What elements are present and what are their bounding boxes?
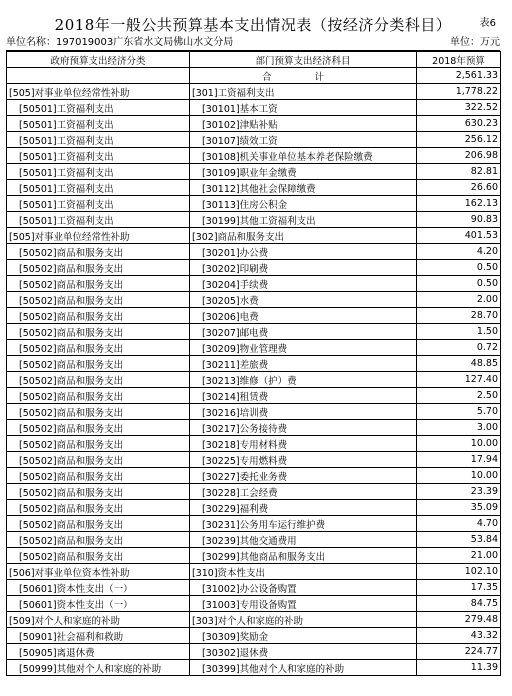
gov-class-cell: [50502]商品和服务支出 [7, 436, 190, 452]
amount-cell: 0.50 [417, 276, 501, 292]
dept-subject-cell: [30302]退休费 [190, 644, 417, 660]
header-budget-2018: 2018年预算 [417, 52, 501, 68]
dept-subject-cell: [30113]住房公积金 [190, 196, 417, 212]
amount-cell: 28.70 [417, 308, 501, 324]
dept-subject-cell: [30101]基本工资 [190, 100, 417, 116]
dept-subject-cell: [30206]电费 [190, 308, 417, 324]
gov-class-cell: [50501]工资福利支出 [7, 196, 190, 212]
dept-subject-cell: [301]工资福利支出 [190, 84, 417, 100]
table-row [7, 420, 501, 436]
amount-cell: 0.50 [417, 260, 501, 276]
gov-class-cell: [50502]商品和服务支出 [7, 548, 190, 564]
amount-cell: 206.98 [417, 148, 501, 164]
table-row [7, 660, 501, 676]
table-row [7, 340, 501, 356]
amount-cell: 10.00 [417, 436, 501, 452]
table-row [7, 244, 501, 260]
table-row [7, 612, 501, 628]
table-row [7, 260, 501, 276]
gov-class-cell: [50501]工资福利支出 [7, 116, 190, 132]
table-row [7, 148, 501, 164]
header-dept-subject: 部门预算支出经济科目 [190, 52, 417, 68]
table-row [7, 100, 501, 116]
table-row [7, 516, 501, 532]
dept-subject-cell: [30217]公务接待费 [190, 420, 417, 436]
amount-cell: 84.75 [417, 596, 501, 612]
unit-measure: 单位：万元 [450, 37, 500, 48]
header-row [7, 52, 501, 68]
dept-subject-cell: [30202]印刷费 [190, 260, 417, 276]
gov-class-cell: [50502]商品和服务支出 [7, 244, 190, 260]
dept-subject-cell: [31003]专用设备购置 [190, 596, 417, 612]
gov-class-cell: [50502]商品和服务支出 [7, 484, 190, 500]
dept-subject-cell: [30107]绩效工资 [190, 132, 417, 148]
amount-cell: 2.00 [417, 292, 501, 308]
dept-subject-cell: [30231]公务用车运行维护费 [190, 516, 417, 532]
sheet-tag: 表6 [479, 18, 496, 29]
dept-subject-cell: [30209]物业管理费 [190, 340, 417, 356]
table-row [7, 84, 501, 100]
gov-class-cell: [50502]商品和服务支出 [7, 324, 190, 340]
amount-cell: 2.50 [417, 388, 501, 404]
gov-class-cell: [50601]资本性支出（一） [7, 580, 190, 596]
gov-class-cell: [50502]商品和服务支出 [7, 292, 190, 308]
gov-class-cell: [50501]工资福利支出 [7, 180, 190, 196]
gov-class-cell: [505]对事业单位经常性补助 [7, 228, 190, 244]
dept-subject-cell: [30229]福利费 [190, 500, 417, 516]
table-row [7, 324, 501, 340]
table-row [7, 644, 501, 660]
amount-cell: 35.09 [417, 500, 501, 516]
dept-subject-cell: [30205]水费 [190, 292, 417, 308]
gov-class-cell: [50502]商品和服务支出 [7, 372, 190, 388]
gov-class-cell: [50502]商品和服务支出 [7, 468, 190, 484]
amount-cell: 82.81 [417, 164, 501, 180]
dept-subject-cell: [30207]邮电费 [190, 324, 417, 340]
gov-class-cell: [50502]商品和服务支出 [7, 276, 190, 292]
amount-cell: 630.23 [417, 116, 501, 132]
dept-subject-cell: [303]对个人和家庭的补助 [190, 612, 417, 628]
gov-class-cell: [50999]其他对个人和家庭的补助 [7, 660, 190, 676]
dept-subject-cell: [30214]租赁费 [190, 388, 417, 404]
total-value: 2,561.33 [417, 68, 501, 84]
unit-name: 单位名称：197019003广东省水文局佛山水文分局 [6, 37, 234, 48]
dept-subject-cell: [30239]其他交通费用 [190, 532, 417, 548]
amount-cell: 256.12 [417, 132, 501, 148]
amount-cell: 0.72 [417, 340, 501, 356]
dept-subject-cell: [30399]其他对个人和家庭的补助 [190, 660, 417, 676]
gov-class-cell: [50502]商品和服务支出 [7, 516, 190, 532]
dept-subject-cell: [30112]其他社会保障缴费 [190, 180, 417, 196]
dept-subject-cell: [302]商品和服务支出 [190, 228, 417, 244]
amount-cell: 127.40 [417, 372, 501, 388]
table-row [7, 228, 501, 244]
amount-cell: 11.39 [417, 660, 501, 676]
sheet-title: 2018年一般公共预算基本支出情况表（按经济分类科目） [54, 16, 452, 34]
table-row [7, 164, 501, 180]
gov-class-cell: [505]对事业单位经常性补助 [7, 84, 190, 100]
amount-cell: 4.70 [417, 516, 501, 532]
amount-cell: 21.00 [417, 548, 501, 564]
table-row [7, 372, 501, 388]
dept-subject-cell: [30216]培训费 [190, 404, 417, 420]
amount-cell: 43.32 [417, 628, 501, 644]
amount-cell: 322.52 [417, 100, 501, 116]
amount-cell: 5.70 [417, 404, 501, 420]
amount-cell: 224.77 [417, 644, 501, 660]
gov-class-cell: [50901]社会福利和救助 [7, 628, 190, 644]
dept-subject-cell: [310]资本性支出 [190, 564, 417, 580]
amount-cell: 90.83 [417, 212, 501, 228]
table-row [7, 308, 501, 324]
table-row [7, 404, 501, 420]
table-row [7, 452, 501, 468]
table-row [7, 580, 501, 596]
amount-cell: 48.85 [417, 356, 501, 372]
dept-subject-cell: [30218]专用材料费 [190, 436, 417, 452]
dept-subject-cell: [30108]机关事业单位基本养老保险缴费 [190, 148, 417, 164]
table-row [7, 388, 501, 404]
total-blank [7, 68, 190, 84]
table-row [7, 596, 501, 612]
dept-subject-cell: [30309]奖励金 [190, 628, 417, 644]
table-row [7, 628, 501, 644]
dept-subject-cell: [30211]差旅费 [190, 356, 417, 372]
amount-cell: 23.39 [417, 484, 501, 500]
amount-cell: 279.48 [417, 612, 501, 628]
header-gov-class: 政府预算支出经济分类 [7, 52, 190, 68]
amount-cell: 53.84 [417, 532, 501, 548]
sheet-meta [6, 36, 500, 51]
amount-cell: 17.35 [417, 580, 501, 596]
table-row [7, 564, 501, 580]
table-row [7, 356, 501, 372]
gov-class-cell: [50501]工资福利支出 [7, 212, 190, 228]
gov-class-cell: [50502]商品和服务支出 [7, 356, 190, 372]
table-row [7, 436, 501, 452]
gov-class-cell: [50501]工资福利支出 [7, 100, 190, 116]
table-row [7, 132, 501, 148]
dept-subject-cell: [30213]维修（护）费 [190, 372, 417, 388]
amount-cell: 4.20 [417, 244, 501, 260]
dept-subject-cell: [30199]其他工资福利支出 [190, 212, 417, 228]
table-row [7, 484, 501, 500]
amount-cell: 401.53 [417, 228, 501, 244]
gov-class-cell: [50502]商品和服务支出 [7, 260, 190, 276]
total-row [7, 68, 501, 84]
dept-subject-cell: [30109]职业年金缴费 [190, 164, 417, 180]
dept-subject-cell: [30299]其他商品和服务支出 [190, 548, 417, 564]
gov-class-cell: [50502]商品和服务支出 [7, 500, 190, 516]
amount-cell: 1,778.22 [417, 84, 501, 100]
table-row [7, 500, 501, 516]
table-row [7, 532, 501, 548]
gov-class-cell: [50601]资本性支出（一） [7, 596, 190, 612]
amount-cell: 3.00 [417, 420, 501, 436]
dept-subject-cell: [30204]手续费 [190, 276, 417, 292]
amount-cell: 102.10 [417, 564, 501, 580]
gov-class-cell: [50501]工资福利支出 [7, 164, 190, 180]
gov-class-cell: [50905]离退休费 [7, 644, 190, 660]
amount-cell: 17.94 [417, 452, 501, 468]
amount-cell: 162.13 [417, 196, 501, 212]
amount-cell: 10.00 [417, 468, 501, 484]
dept-subject-cell: [30225]专用燃料费 [190, 452, 417, 468]
gov-class-cell: [50501]工资福利支出 [7, 148, 190, 164]
total-label: 合 计 [190, 68, 417, 84]
amount-cell: 1.50 [417, 324, 501, 340]
dept-subject-cell: [30228]工会经费 [190, 484, 417, 500]
gov-class-cell: [50502]商品和服务支出 [7, 340, 190, 356]
table-row [7, 292, 501, 308]
budget-table [6, 51, 501, 676]
dept-subject-cell: [30102]津贴补贴 [190, 116, 417, 132]
table-row [7, 116, 501, 132]
table-row [7, 196, 501, 212]
table-row [7, 468, 501, 484]
budget-sheet [6, 14, 500, 676]
amount-cell: 26.60 [417, 180, 501, 196]
gov-class-cell: [50502]商品和服务支出 [7, 532, 190, 548]
dept-subject-cell: [31002]办公设备购置 [190, 580, 417, 596]
table-row [7, 212, 501, 228]
dept-subject-cell: [30201]办公费 [190, 244, 417, 260]
table-row [7, 548, 501, 564]
gov-class-cell: [50501]工资福利支出 [7, 132, 190, 148]
gov-class-cell: [50502]商品和服务支出 [7, 452, 190, 468]
gov-class-cell: [50502]商品和服务支出 [7, 404, 190, 420]
table-row [7, 276, 501, 292]
table-row [7, 180, 501, 196]
gov-class-cell: [50502]商品和服务支出 [7, 308, 190, 324]
gov-class-cell: [50502]商品和服务支出 [7, 420, 190, 436]
gov-class-cell: [509]对个人和家庭的补助 [7, 612, 190, 628]
gov-class-cell: [50502]商品和服务支出 [7, 388, 190, 404]
dept-subject-cell: [30227]委托业务费 [190, 468, 417, 484]
gov-class-cell: [506]对事业单位资本性补助 [7, 564, 190, 580]
